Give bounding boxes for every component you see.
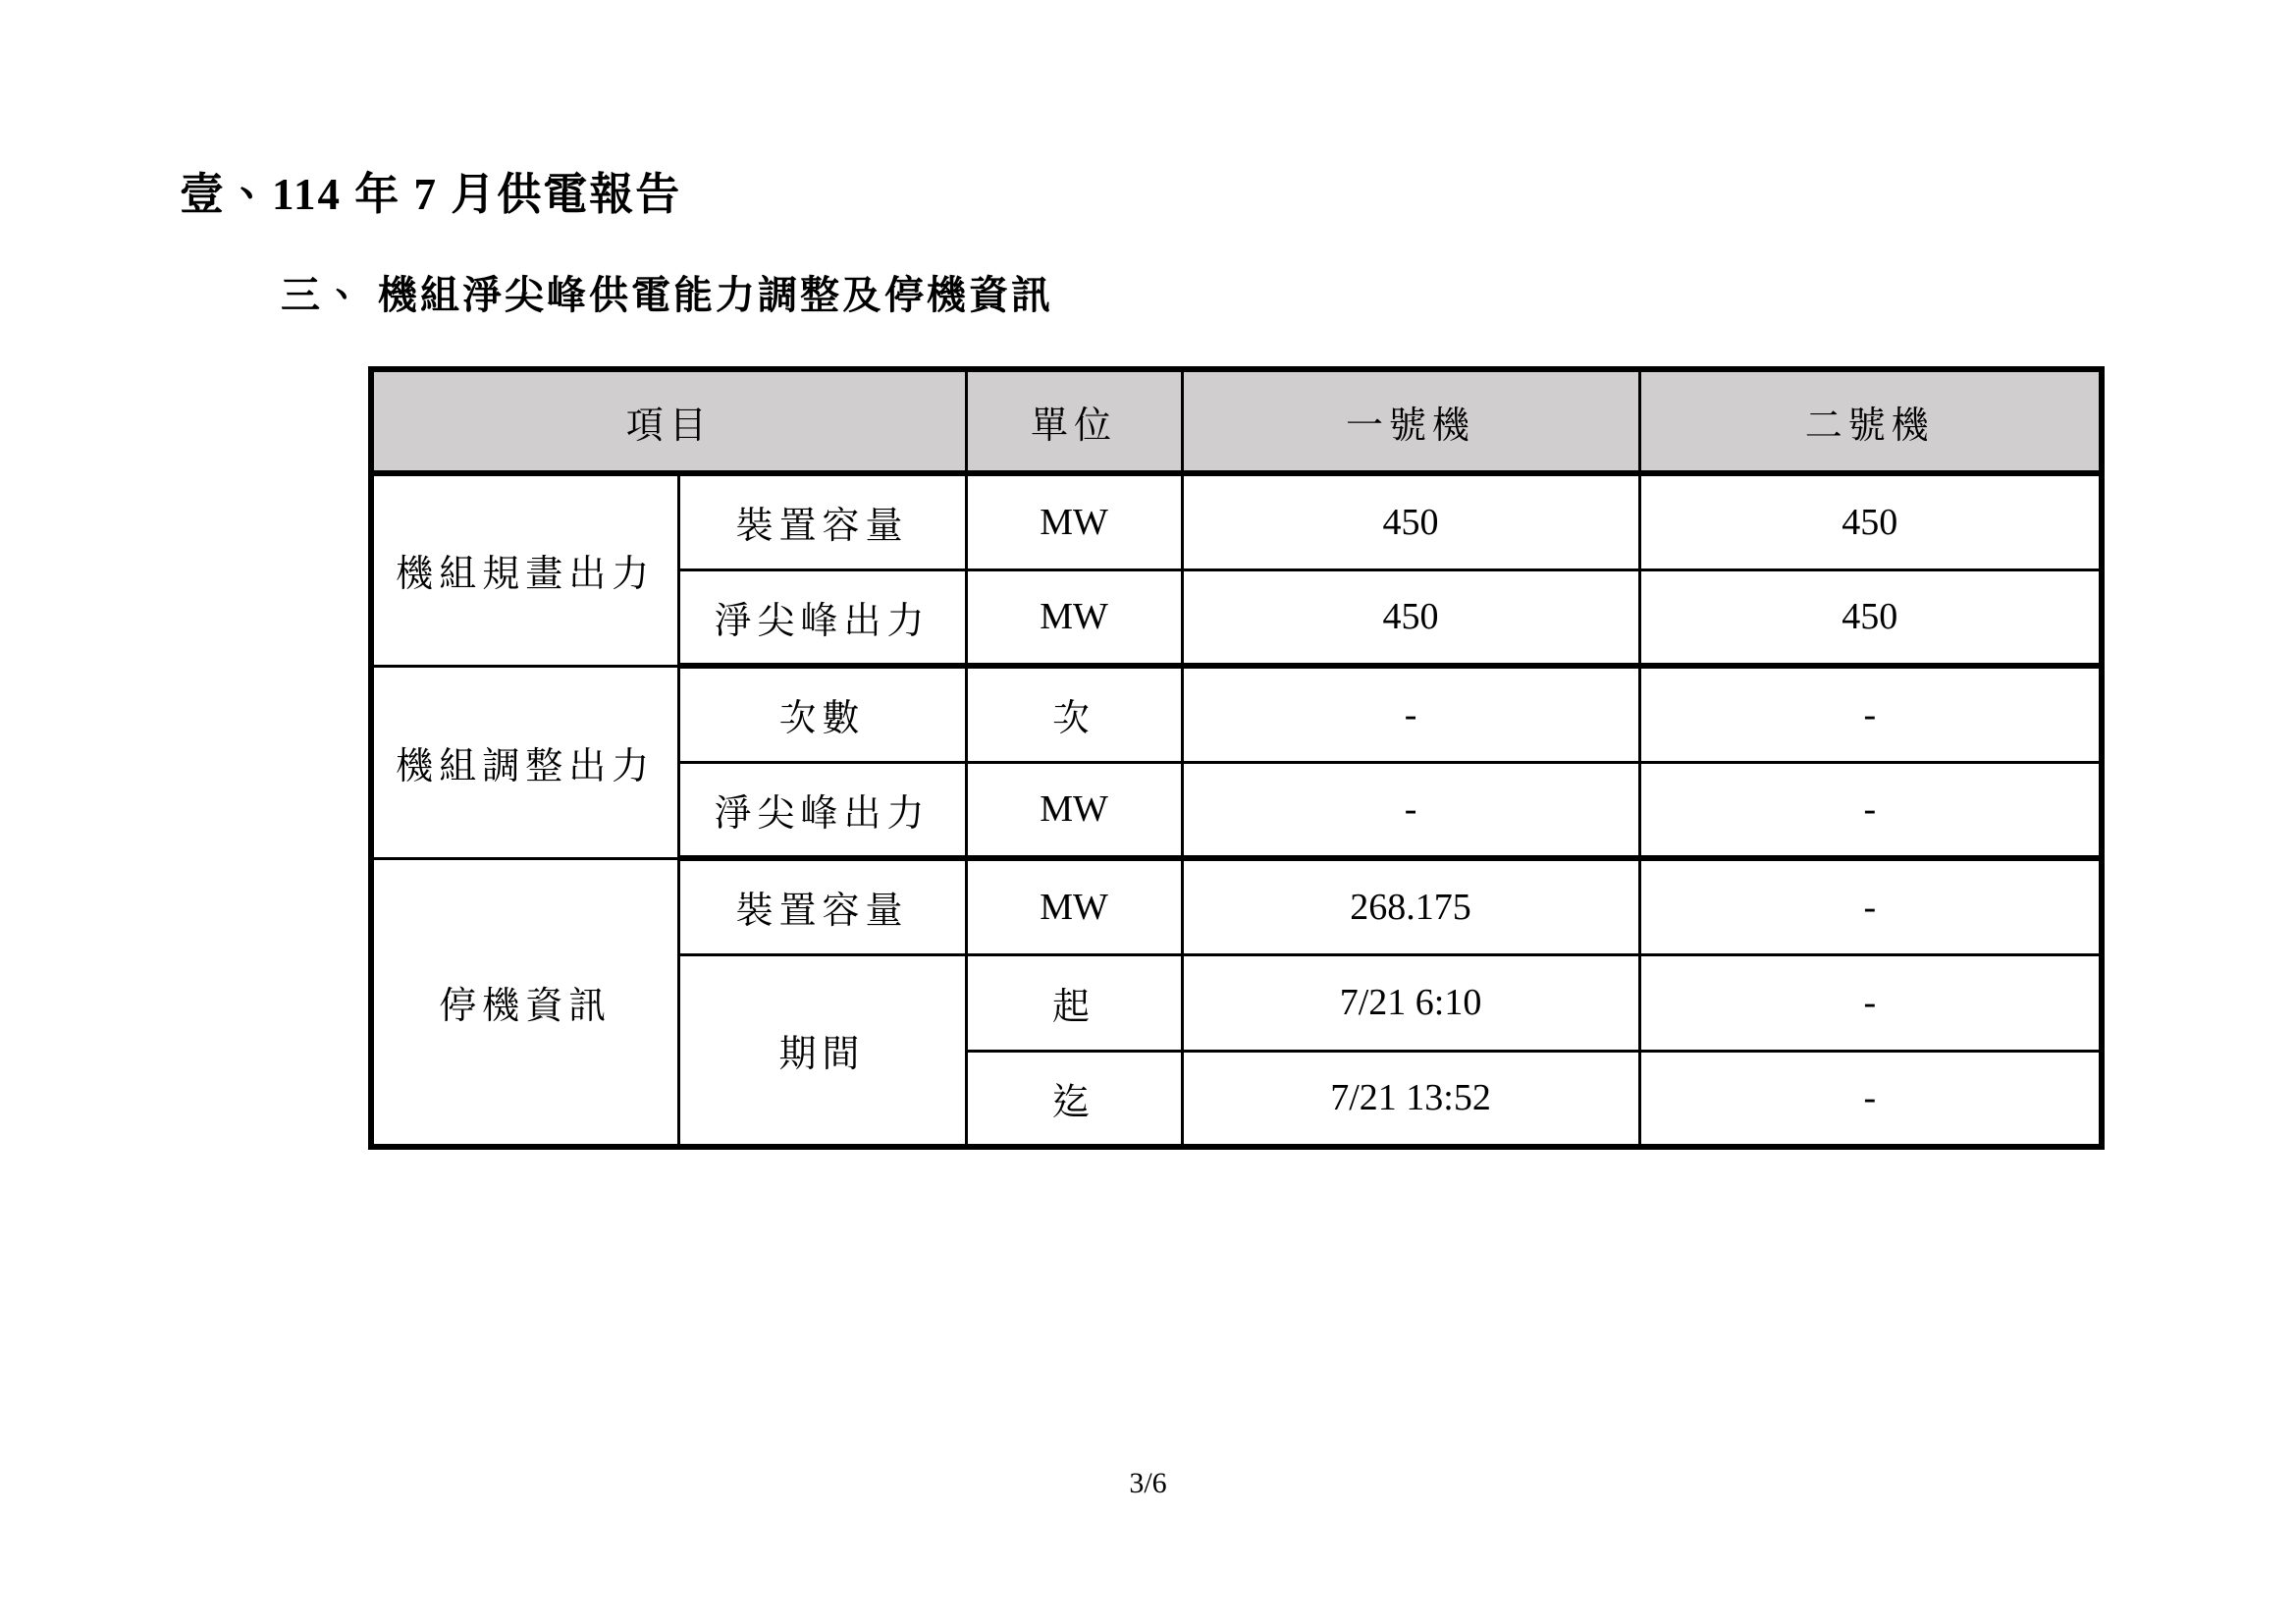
cell-item-period: 期間 — [678, 954, 966, 1147]
cell-unit-end: 迄 — [966, 1051, 1182, 1147]
cell-unit2-value: - — [1639, 858, 2102, 954]
cell-unit1-value: - — [1182, 762, 1639, 858]
cell-unit: 次 — [966, 666, 1182, 762]
table-row — [371, 473, 2102, 569]
cell-unit2-value: - — [1639, 954, 2102, 1051]
header-item: 項目 — [371, 369, 966, 473]
cell-unit2-value: - — [1639, 762, 2102, 858]
cell-unit: MW — [966, 569, 1182, 666]
header-unit2: 二號機 — [1639, 369, 2102, 473]
cell-item-count: 次數 — [678, 666, 966, 762]
cell-group-shutdown-info: 停機資訊 — [371, 858, 678, 1147]
cell-unit2-value: - — [1639, 666, 2102, 762]
cell-unit: MW — [966, 473, 1182, 569]
cell-unit: MW — [966, 858, 1182, 954]
cell-item-installed-capacity: 裝置容量 — [678, 473, 966, 569]
report-title: 壹、114 年 7 月供電報告 — [180, 170, 682, 219]
cell-unit1-value: 450 — [1182, 473, 1639, 569]
header-unit1: 一號機 — [1182, 369, 1639, 473]
page-number: 3/6 — [1129, 1467, 1167, 1499]
table-row — [371, 858, 2102, 954]
section-heading: 三、 機組淨尖峰供電能力調整及停機資訊 — [281, 273, 1053, 317]
table-header-row — [371, 369, 2102, 473]
cell-item-net-peak-output: 淨尖峰出力 — [678, 569, 966, 666]
cell-item-net-peak-output: 淨尖峰出力 — [678, 762, 966, 858]
cell-unit2-value: 450 — [1639, 473, 2102, 569]
cell-unit1-value: 7/21 6:10 — [1182, 954, 1639, 1051]
unit-supply-table — [368, 366, 2105, 1150]
cell-group-adjusted-output: 機組調整出力 — [371, 666, 678, 858]
cell-unit1-value: 268.175 — [1182, 858, 1639, 954]
header-unit: 單位 — [966, 369, 1182, 473]
cell-unit1-value: 450 — [1182, 569, 1639, 666]
cell-unit2-value: - — [1639, 1051, 2102, 1147]
cell-item-installed-capacity: 裝置容量 — [678, 858, 966, 954]
cell-unit2-value: 450 — [1639, 569, 2102, 666]
cell-group-planned-output: 機組規畫出力 — [371, 473, 678, 666]
cell-unit1-value: - — [1182, 666, 1639, 762]
table-row — [371, 666, 2102, 762]
cell-unit1-value: 7/21 13:52 — [1182, 1051, 1639, 1147]
cell-unit: MW — [966, 762, 1182, 858]
cell-unit-start: 起 — [966, 954, 1182, 1051]
